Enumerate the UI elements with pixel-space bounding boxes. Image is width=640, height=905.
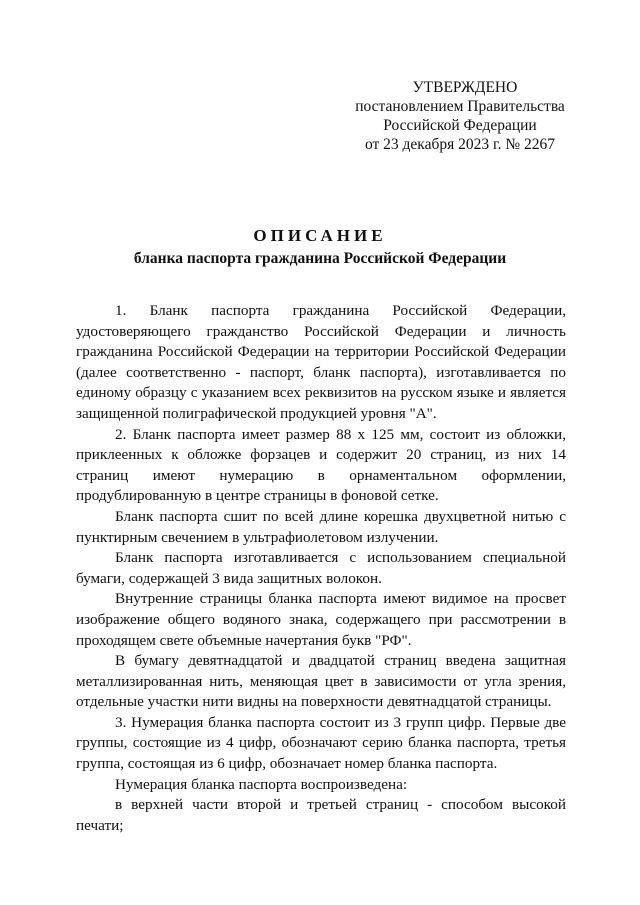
paragraph: 2. Бланк паспорта имеет размер 88 х 125 мм, состоит из обложки, приклеенных к обложке форзацев и содержит 20 страниц, из них 14 страниц имеют нумерацию в орнаментальном оформлении, продублированную в центре страницы в фоновой сетке. <box>76 425 566 505</box>
paragraph: Внутренние страницы бланка паспорта имеют видимое на просвет изображение общего водяного знака, содержащего при рассмотрении в проходящем свете объемные начертания букв "РФ". <box>76 590 566 649</box>
approval-line: Российской Федерации <box>383 117 537 134</box>
document-body <box>76 301 566 836</box>
document-title: ОПИСАНИЕ <box>253 226 387 245</box>
paragraph: В бумагу девятнадцатой и двадцатой страниц введена защитная металлизированная нить, меняющая цвет в зависимости от угла зрения, отдельные участки нити видны на поверхности девятнадцатой страницы. <box>76 652 566 711</box>
approval-stamp <box>330 78 590 154</box>
paragraph: Нумерация бланка паспорта воспроизведена: <box>115 775 408 793</box>
paragraph: Бланк паспорта изготавливается с использованием специальной бумаги, содержащей 3 вида защитных волокон. <box>76 549 566 587</box>
approval-line: постановлением Правительства <box>355 98 565 115</box>
paragraph: 1. Бланк паспорта гражданина Российской Федерации, удостоверяющего гражданство Российской Федерации и личность гражданина Российской Федерации на территории Российской Федерации (далее соответственно - паспорт, бланк паспорта), изготавливается по единому образцу с указанием всех реквизитов на русском языке и является защищенной полиграфической продукцией уровня "А". <box>76 302 566 422</box>
paragraph: Бланк паспорта сшит по всей длине корешка двухцветной нитью с пунктирным свечением в ультрафиолетовом излучении. <box>76 507 566 546</box>
approval-heading: УТВЕРЖДЕНО <box>412 79 518 96</box>
paragraph: 3. Нумерация бланка паспорта состоит из 3 групп цифр. Первые две группы, состоящие из 4 цифр, обозначают серию бланка паспорта, третья группа, состоящая из 6 цифр, обозначает номер бланка паспорта. <box>76 713 566 773</box>
approval-date-line: от 23 декабря 2023 г. № 2267 <box>364 136 556 153</box>
paragraph: в верхней части второй и третьей страниц - способом высокой печати; <box>76 796 566 834</box>
document-subtitle: бланка паспорта гражданина Российской Федерации <box>133 250 507 267</box>
